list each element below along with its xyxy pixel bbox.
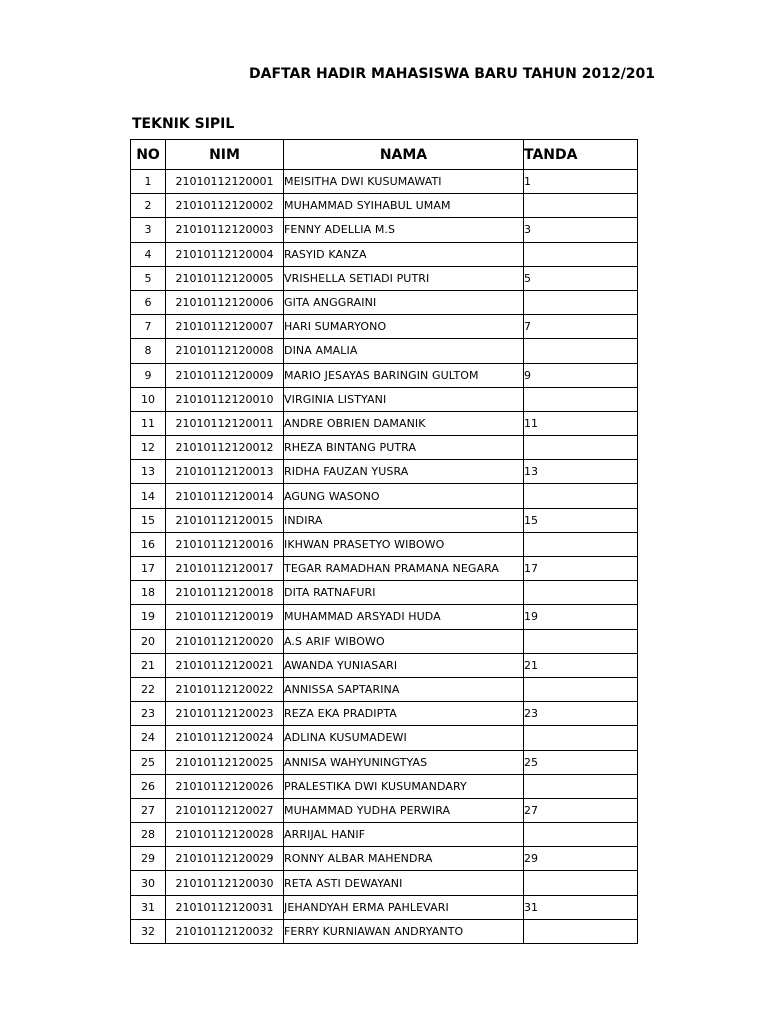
student-name: AGUNG WASONO (284, 484, 524, 508)
student-name: TEGAR RAMADHAN PRAMANA NEGARA (284, 557, 524, 581)
signature-cell (524, 629, 638, 653)
student-nim: 21010112120026 (166, 774, 284, 798)
header-nim: NIM (166, 140, 284, 170)
signature-cell: 19 (524, 605, 638, 629)
table-row (131, 218, 638, 242)
department-label: TEKNIK SIPIL (132, 116, 235, 132)
student-name: A.S ARIF WIBOWO (284, 629, 524, 653)
row-number: 1 (131, 170, 166, 194)
table-row (131, 895, 638, 919)
signature-cell (524, 194, 638, 218)
table-row (131, 363, 638, 387)
row-number: 14 (131, 484, 166, 508)
table-row (131, 290, 638, 314)
student-nim: 21010112120008 (166, 339, 284, 363)
signature-cell: 3 (524, 218, 638, 242)
row-number: 27 (131, 798, 166, 822)
row-number: 8 (131, 339, 166, 363)
table-body (131, 170, 638, 944)
table-row (131, 871, 638, 895)
student-name: REZA EKA PRADIPTA (284, 702, 524, 726)
header-tanda: TANDA (524, 140, 638, 170)
signature-cell (524, 871, 638, 895)
student-nim: 21010112120032 (166, 919, 284, 943)
student-name: FERRY KURNIAWAN ANDRYANTO (284, 919, 524, 943)
student-nim: 21010112120011 (166, 411, 284, 435)
signature-cell (524, 823, 638, 847)
signature-cell: 13 (524, 460, 638, 484)
table-row (131, 557, 638, 581)
signature-cell: 1 (524, 170, 638, 194)
student-nim: 21010112120013 (166, 460, 284, 484)
table-row (131, 847, 638, 871)
student-name: RIDHA FAUZAN YUSRA (284, 460, 524, 484)
student-name: MUHAMMAD ARSYADI HUDA (284, 605, 524, 629)
signature-cell (524, 436, 638, 460)
student-nim: 21010112120021 (166, 653, 284, 677)
table-row (131, 798, 638, 822)
row-number: 5 (131, 266, 166, 290)
student-nim: 21010112120010 (166, 387, 284, 411)
student-name: AWANDA YUNIASARI (284, 653, 524, 677)
student-nim: 21010112120014 (166, 484, 284, 508)
row-number: 10 (131, 387, 166, 411)
table-row (131, 677, 638, 701)
student-name: VRISHELLA SETIADI PUTRI (284, 266, 524, 290)
student-nim: 21010112120004 (166, 242, 284, 266)
row-number: 11 (131, 411, 166, 435)
student-name: RETA ASTI DEWAYANI (284, 871, 524, 895)
student-nim: 21010112120015 (166, 508, 284, 532)
table-row (131, 339, 638, 363)
row-number: 20 (131, 629, 166, 653)
table-row (131, 460, 638, 484)
student-nim: 21010112120002 (166, 194, 284, 218)
attendance-table (130, 139, 638, 944)
student-nim: 21010112120030 (166, 871, 284, 895)
row-number: 12 (131, 436, 166, 460)
student-nim: 21010112120022 (166, 677, 284, 701)
row-number: 21 (131, 653, 166, 677)
student-nim: 21010112120003 (166, 218, 284, 242)
signature-cell: 15 (524, 508, 638, 532)
table-row (131, 823, 638, 847)
student-name: MARIO JESAYAS BARINGIN GULTOM (284, 363, 524, 387)
student-nim: 21010112120006 (166, 290, 284, 314)
signature-cell (524, 774, 638, 798)
student-nim: 21010112120031 (166, 895, 284, 919)
table-header-row (131, 140, 638, 170)
signature-cell (524, 919, 638, 943)
signature-cell: 21 (524, 653, 638, 677)
student-name: MEISITHA DWI KUSUMAWATI (284, 170, 524, 194)
signature-cell (524, 677, 638, 701)
table-row (131, 919, 638, 943)
row-number: 3 (131, 218, 166, 242)
signature-cell: 25 (524, 750, 638, 774)
student-name: ANDRE OBRIEN DAMANIK (284, 411, 524, 435)
signature-cell: 23 (524, 702, 638, 726)
signature-cell: 27 (524, 798, 638, 822)
table-row (131, 315, 638, 339)
row-number: 26 (131, 774, 166, 798)
table-row (131, 581, 638, 605)
table-row (131, 653, 638, 677)
row-number: 31 (131, 895, 166, 919)
table-row (131, 484, 638, 508)
table-row (131, 387, 638, 411)
student-nim: 21010112120020 (166, 629, 284, 653)
student-name: INDIRA (284, 508, 524, 532)
student-nim: 21010112120019 (166, 605, 284, 629)
student-nim: 21010112120007 (166, 315, 284, 339)
student-name: DINA AMALIA (284, 339, 524, 363)
table-row (131, 726, 638, 750)
student-name: JEHANDYAH ERMA PAHLEVARI (284, 895, 524, 919)
signature-cell (524, 581, 638, 605)
student-nim: 21010112120001 (166, 170, 284, 194)
signature-cell: 11 (524, 411, 638, 435)
table-row (131, 605, 638, 629)
table-row (131, 532, 638, 556)
signature-cell (524, 484, 638, 508)
row-number: 23 (131, 702, 166, 726)
signature-cell: 31 (524, 895, 638, 919)
student-name: PRALESTIKA DWI KUSUMANDARY (284, 774, 524, 798)
table-row (131, 411, 638, 435)
student-name: FENNY ADELLIA M.S (284, 218, 524, 242)
signature-cell (524, 242, 638, 266)
row-number: 32 (131, 919, 166, 943)
student-name: RASYID KANZA (284, 242, 524, 266)
student-name: IKHWAN PRASETYO WIBOWO (284, 532, 524, 556)
student-name: HARI SUMARYONO (284, 315, 524, 339)
student-nim: 21010112120025 (166, 750, 284, 774)
row-number: 16 (131, 532, 166, 556)
row-number: 4 (131, 242, 166, 266)
student-name: VIRGINIA LISTYANI (284, 387, 524, 411)
row-number: 15 (131, 508, 166, 532)
document-title: DAFTAR HADIR MAHASISWA BARU TAHUN 2012/201 (249, 66, 656, 82)
signature-cell (524, 387, 638, 411)
signature-cell: 7 (524, 315, 638, 339)
table-row (131, 436, 638, 460)
student-nim: 21010112120027 (166, 798, 284, 822)
signature-cell (524, 339, 638, 363)
student-nim: 21010112120023 (166, 702, 284, 726)
student-name: RONNY ALBAR MAHENDRA (284, 847, 524, 871)
student-name: ANNISSA SAPTARINA (284, 677, 524, 701)
signature-cell: 5 (524, 266, 638, 290)
row-number: 7 (131, 315, 166, 339)
student-name: DITA RATNAFURI (284, 581, 524, 605)
row-number: 28 (131, 823, 166, 847)
signature-cell (524, 726, 638, 750)
row-number: 30 (131, 871, 166, 895)
table-row (131, 702, 638, 726)
student-name: MUHAMMAD SYIHABUL UMAM (284, 194, 524, 218)
row-number: 13 (131, 460, 166, 484)
signature-cell (524, 532, 638, 556)
row-number: 22 (131, 677, 166, 701)
signature-cell: 9 (524, 363, 638, 387)
student-nim: 21010112120005 (166, 266, 284, 290)
row-number: 29 (131, 847, 166, 871)
table-row (131, 194, 638, 218)
table-row (131, 629, 638, 653)
student-nim: 21010112120009 (166, 363, 284, 387)
table-row (131, 266, 638, 290)
student-name: RHEZA BINTANG PUTRA (284, 436, 524, 460)
table-row (131, 774, 638, 798)
table-row (131, 170, 638, 194)
table-row (131, 750, 638, 774)
signature-cell: 17 (524, 557, 638, 581)
row-number: 24 (131, 726, 166, 750)
student-nim: 21010112120028 (166, 823, 284, 847)
row-number: 25 (131, 750, 166, 774)
student-name: ADLINA KUSUMADEWI (284, 726, 524, 750)
row-number: 2 (131, 194, 166, 218)
student-name: MUHAMMAD YUDHA PERWIRA (284, 798, 524, 822)
row-number: 19 (131, 605, 166, 629)
table-row (131, 508, 638, 532)
student-name: GITA ANGGRAINI (284, 290, 524, 314)
student-nim: 21010112120029 (166, 847, 284, 871)
signature-cell (524, 290, 638, 314)
student-nim: 21010112120012 (166, 436, 284, 460)
student-nim: 21010112120017 (166, 557, 284, 581)
student-nim: 21010112120024 (166, 726, 284, 750)
row-number: 6 (131, 290, 166, 314)
student-nim: 21010112120016 (166, 532, 284, 556)
student-name: ARRIJAL HANIF (284, 823, 524, 847)
student-nim: 21010112120018 (166, 581, 284, 605)
header-no: NO (131, 140, 166, 170)
table-row (131, 242, 638, 266)
row-number: 9 (131, 363, 166, 387)
signature-cell: 29 (524, 847, 638, 871)
row-number: 18 (131, 581, 166, 605)
header-nama: NAMA (284, 140, 524, 170)
row-number: 17 (131, 557, 166, 581)
student-name: ANNISA WAHYUNINGTYAS (284, 750, 524, 774)
